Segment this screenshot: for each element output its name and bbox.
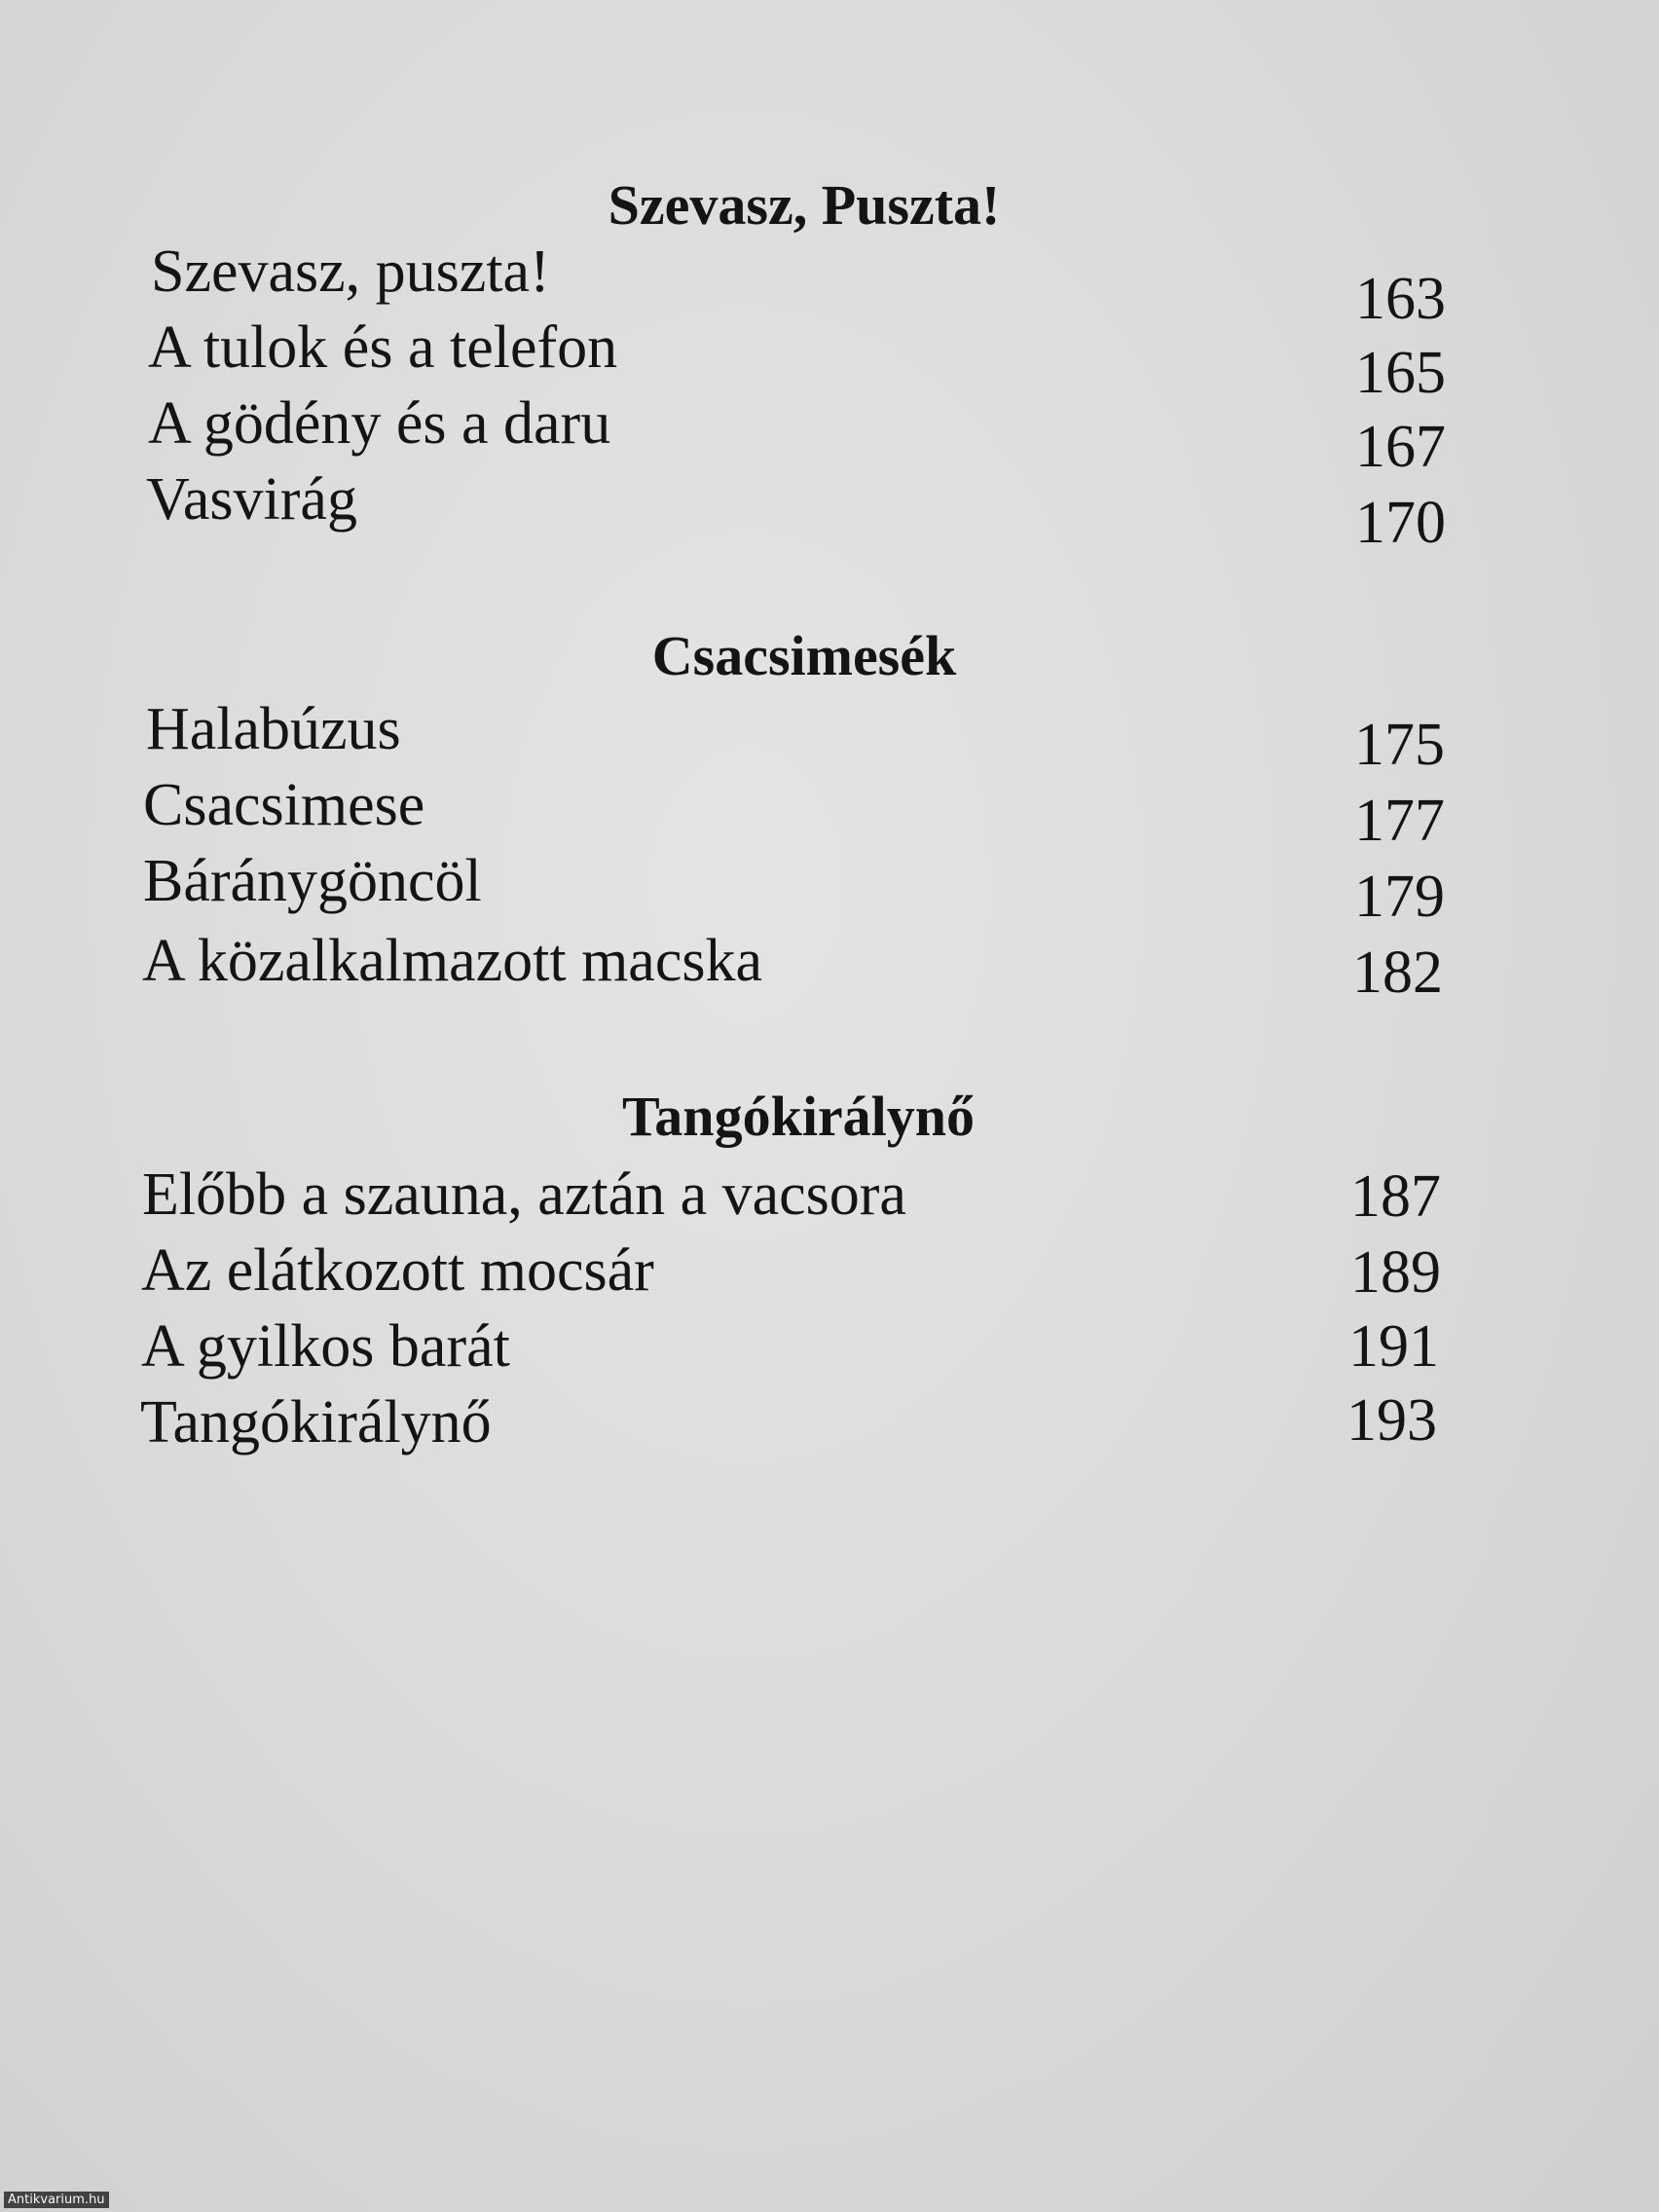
toc-entry-page: 189 [1350,1239,1441,1306]
toc-entry-page: 179 [1354,864,1445,930]
toc-entry-title: Előbb a szauna, aztán a vacsora [142,1161,906,1228]
toc-entry-page: 170 [1355,490,1446,556]
toc-entry-title: Báránygöncöl [143,848,482,914]
toc-entry-page: 187 [1350,1163,1441,1230]
toc-entry-page: 193 [1346,1387,1437,1454]
section-title: Csacsimesék [651,624,957,687]
toc-entry-title: Az elátkozott mocsár [141,1237,654,1304]
toc-entry-title: Vasvirág [146,466,357,533]
toc-entry-title: Halabúzus [146,696,401,762]
toc-entry-page: 177 [1354,788,1445,854]
section-title: Szevasz, Puszta! [608,173,1001,237]
toc-entry-page: 182 [1352,940,1443,1006]
toc-entry-page: 167 [1355,414,1446,480]
section-title: Tangókirálynő [621,1085,976,1148]
toc-entry-page: 163 [1355,266,1446,332]
toc-entry-title: A tulok és a telefon [148,314,618,381]
watermark: Antikvarium.hu [4,2192,109,2208]
toc-entry-title: A közalkalmazott macska [142,928,762,994]
toc-entry-title: Csacsimese [143,772,425,838]
toc-entry-title: A gyilkos barát [141,1313,510,1380]
toc-entry-title: A gödény és a daru [148,390,611,457]
toc-entry-page: 175 [1354,712,1445,778]
toc-entry-page: 165 [1355,340,1446,406]
toc-entry-title: Tangókirálynő [140,1389,492,1456]
toc-entry-page: 191 [1348,1313,1439,1380]
toc-entry-title: Szevasz, puszta! [151,239,550,305]
